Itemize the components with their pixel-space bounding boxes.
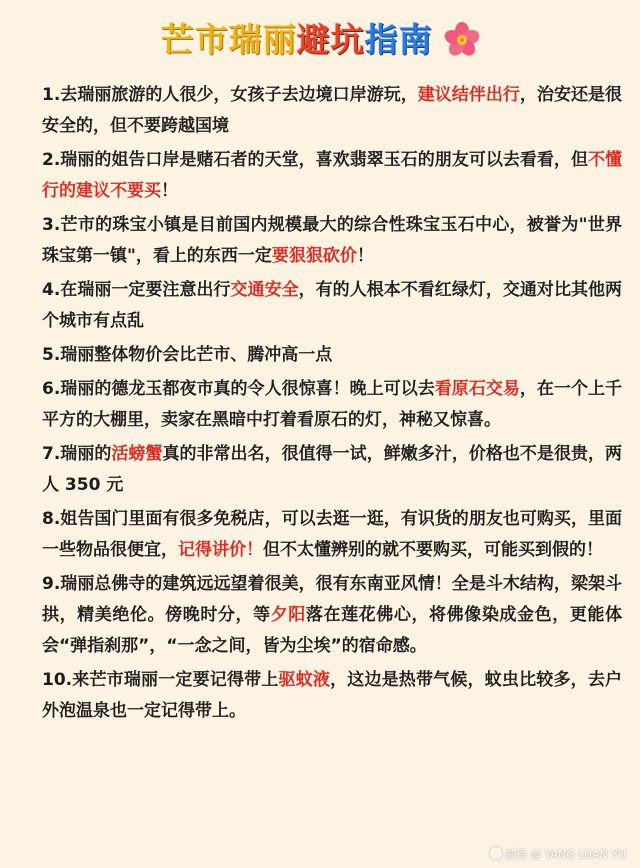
tip-item-4: 4.在瑞丽一定要注意出行交通安全，有的人根本不看红绿灯，交通对比其他两个城市有点乱 <box>42 280 623 331</box>
watermark <box>490 846 626 862</box>
flower-icon <box>444 22 480 58</box>
tip-item-5: 5.瑞丽整体物价会比芒市、腾冲高一点 <box>42 345 333 365</box>
page-title <box>160 14 432 66</box>
ctrip-logo-icon <box>490 847 502 859</box>
title-part-avoid: 避坑 <box>296 20 365 59</box>
title-part-destination: 芒市瑞丽 <box>160 20 297 59</box>
tip-item-1: 1.去瑞丽旅游的人很少，女孩子去边境口岸游玩，建议结伴出行，治安还是很安全的，但不要跨越国境 <box>42 85 623 136</box>
tip-item-3: 3.芒市的珠宝小镇是目前国内规模最大的综合性珠宝玉石中心，被誉为"世界珠宝第一镇"，看上的东西一定要狠狠砍价！ <box>42 215 622 266</box>
page-header <box>0 14 640 70</box>
tips-list <box>42 80 622 730</box>
tip-highlight: 建议结伴出行 <box>417 85 520 105</box>
tip-highlight: 要狠狠砍价 <box>271 246 357 266</box>
tip-highlight: 活螃蟹 <box>111 444 163 464</box>
tip-item-10: 10.来芒市瑞丽一定要记得带上驱蚊液，这边是热带气候，蚊虫比较多，去户外泡温泉也一定记得带上。 <box>42 670 623 721</box>
tip-item-9: 9.瑞丽总佛寺的建筑远远望着很美，很有东南亚风情！全是斗木结构，梁架斗拱，精美绝伦。傍晚时分，等夕阳落在莲花佛心，将佛像染成金色，更能体会“弹指刹那”，“一念之间，皆为尘埃”的宿命感。 <box>42 574 622 656</box>
tip-item-8: 8.姐告国门里面有很多免税店，可以去逛一逛，有识货的朋友也可购买，里面一些物品很便宜，记得讲价！但不太懂辨别的就不要购买，可能买到假的！ <box>42 509 622 560</box>
tip-item-7: 7.瑞丽的活螃蟹真的非常出名，很值得一试，鲜嫩多汁，价格也不是很贵，两人 350 元 <box>42 444 623 495</box>
tip-item-6: 6.瑞丽的德龙玉都夜市真的令人很惊喜！晚上可以去看原石交易，在一个上千平方的大棚里，卖家在黑暗中打着看原石的灯，神秘又惊喜。 <box>42 379 622 430</box>
tip-highlight: 驱蚊液 <box>278 670 331 690</box>
tip-highlight: 记得讲价！ <box>178 540 263 560</box>
title-part-guide: 指南 <box>364 20 433 59</box>
tip-highlight: 看原石交易 <box>434 379 520 399</box>
watermark-text: @ YANG LUAN YU <box>530 848 626 861</box>
tip-highlight: 不懂行的建议不要买 <box>42 150 622 201</box>
tip-item-2: 2.瑞丽的姐告口岸是赌石者的天堂，喜欢翡翠玉石的朋友可以去看看，但不懂行的建议不要买！ <box>42 150 622 201</box>
tip-highlight: 夕阳 <box>270 605 306 625</box>
tip-highlight: 交通安全 <box>230 280 299 300</box>
watermark-prefix: 携程 <box>504 848 527 861</box>
